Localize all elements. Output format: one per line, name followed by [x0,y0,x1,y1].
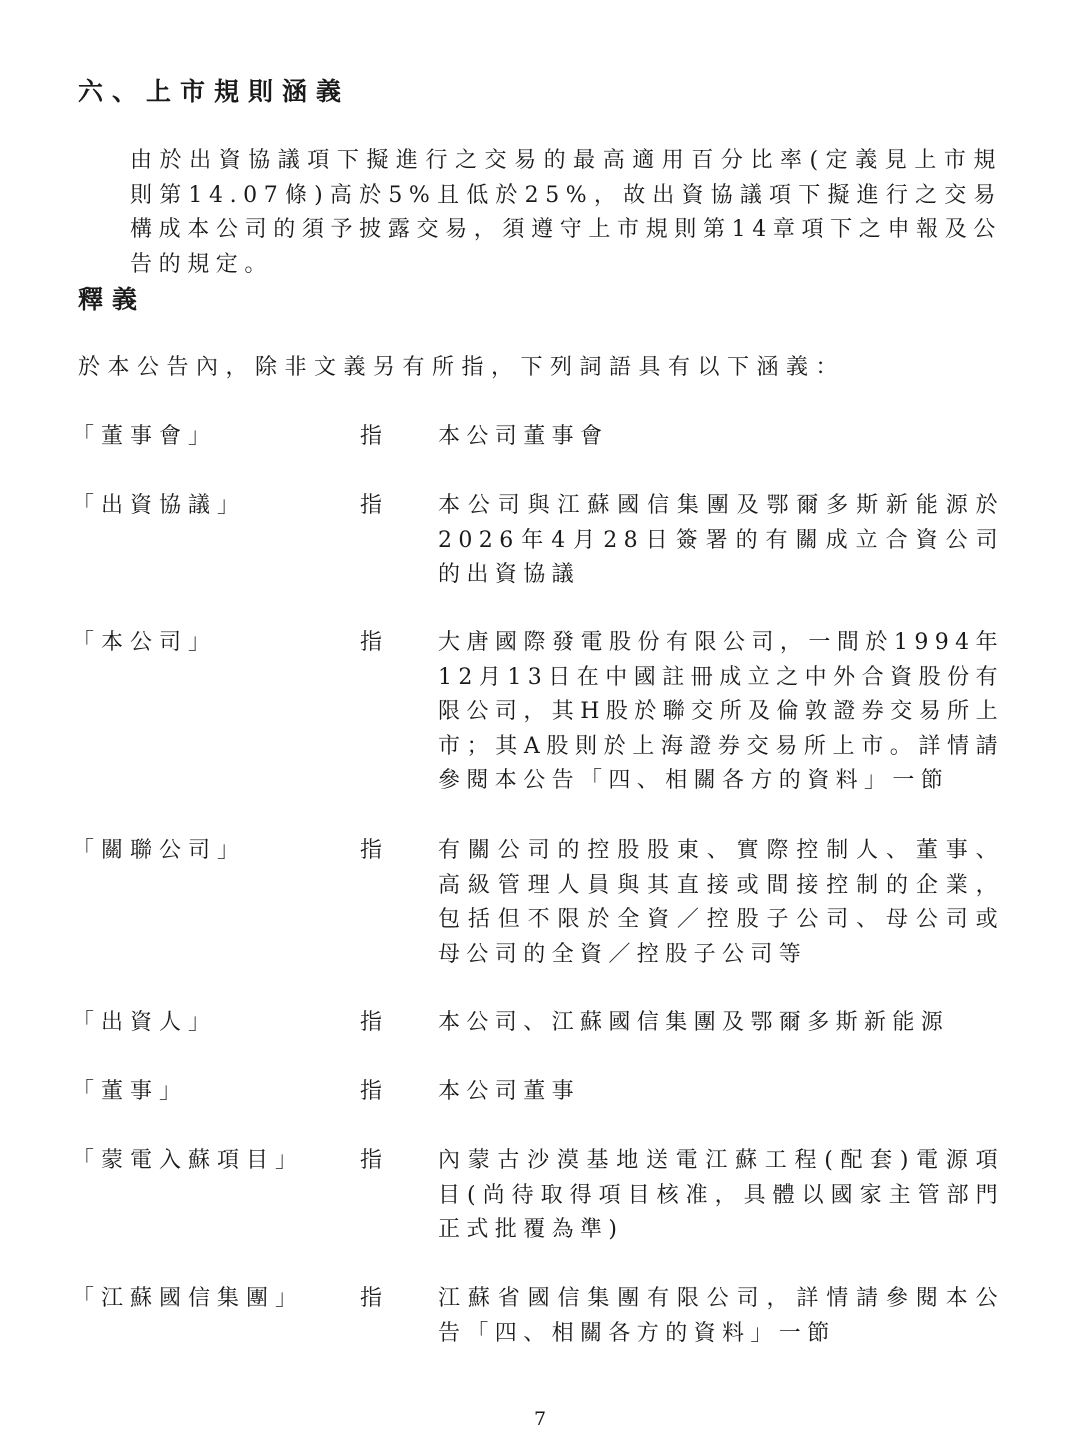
definition-means-label: 指 [360,424,383,449]
definition-meaning: 本公司與江蘇國信集團及鄂爾多斯新能源於2026年4月28日簽署的有關成立合資公司的出資協議 [438,493,1004,587]
definition-term: 「關聯公司」 [72,838,247,863]
definition-means-label: 指 [360,1286,383,1311]
section-heading: 六、上市規則涵義 [78,77,351,106]
definitions-intro: 於本公告內，除非文義另有所指，下列詞語具有以下涵義： [78,355,846,380]
definition-term: 「蒙電入蘇項目」 [72,1148,305,1173]
definition-meaning: 本公司董事會 [438,424,609,449]
definition-term: 「出資人」 [72,1010,218,1035]
definition-meaning: 本公司、江蘇國信集團及鄂爾多斯新能源 [438,1010,950,1035]
definition-term: 「出資協議」 [72,493,247,518]
definition-means-label: 指 [360,838,383,863]
definition-meaning: 江蘇省國信集團有限公司，詳情請參閱本公告「四、相關各方的資料」一節 [438,1286,1004,1346]
definition-meaning: 內蒙古沙漠基地送電江蘇工程(配套)電源項目(尚待取得項目核准，具體以國家主管部門正式批覆為準) [438,1148,1004,1242]
page-number: 7 [533,1408,547,1430]
section-body: 由於出資協議項下擬進行之交易的最高適用百分比率(定義見上市規則第14.07條)高於5%且低於25%，故出資協議項下擬進行之交易構成本公司的須予披露交易，須遵守上市規則第14章項下之申報及公告的規定。 [130,148,1002,277]
definition-means-label: 指 [360,493,383,518]
definition-meaning: 本公司董事 [438,1079,581,1104]
definition-term: 「董事」 [72,1079,189,1104]
definition-term: 「本公司」 [72,630,218,655]
definition-means-label: 指 [360,1079,383,1104]
definition-meaning: 大唐國際發電股份有限公司，一間於1994年12月13日在中國註冊成立之中外合資股份有限公司，其H股於聯交所及倫敦證券交易所上市；其A股則於上海證券交易所上市。詳情請參閱本公告「四、相關各方的資料」一節 [438,630,1004,793]
definition-meaning: 有關公司的控股股東、實際控制人、董事、高級管理人員與其直接或間接控制的企業，包括但不限於全資／控股子公司、母公司或母公司的全資／控股子公司等 [438,838,1004,967]
definition-term: 「江蘇國信集團」 [72,1286,305,1311]
definition-term: 「董事會」 [72,424,218,449]
definitions-heading: 釋義 [78,285,147,314]
definition-means-label: 指 [360,1148,383,1173]
definition-means-label: 指 [360,1010,383,1035]
definition-means-label: 指 [360,630,383,655]
